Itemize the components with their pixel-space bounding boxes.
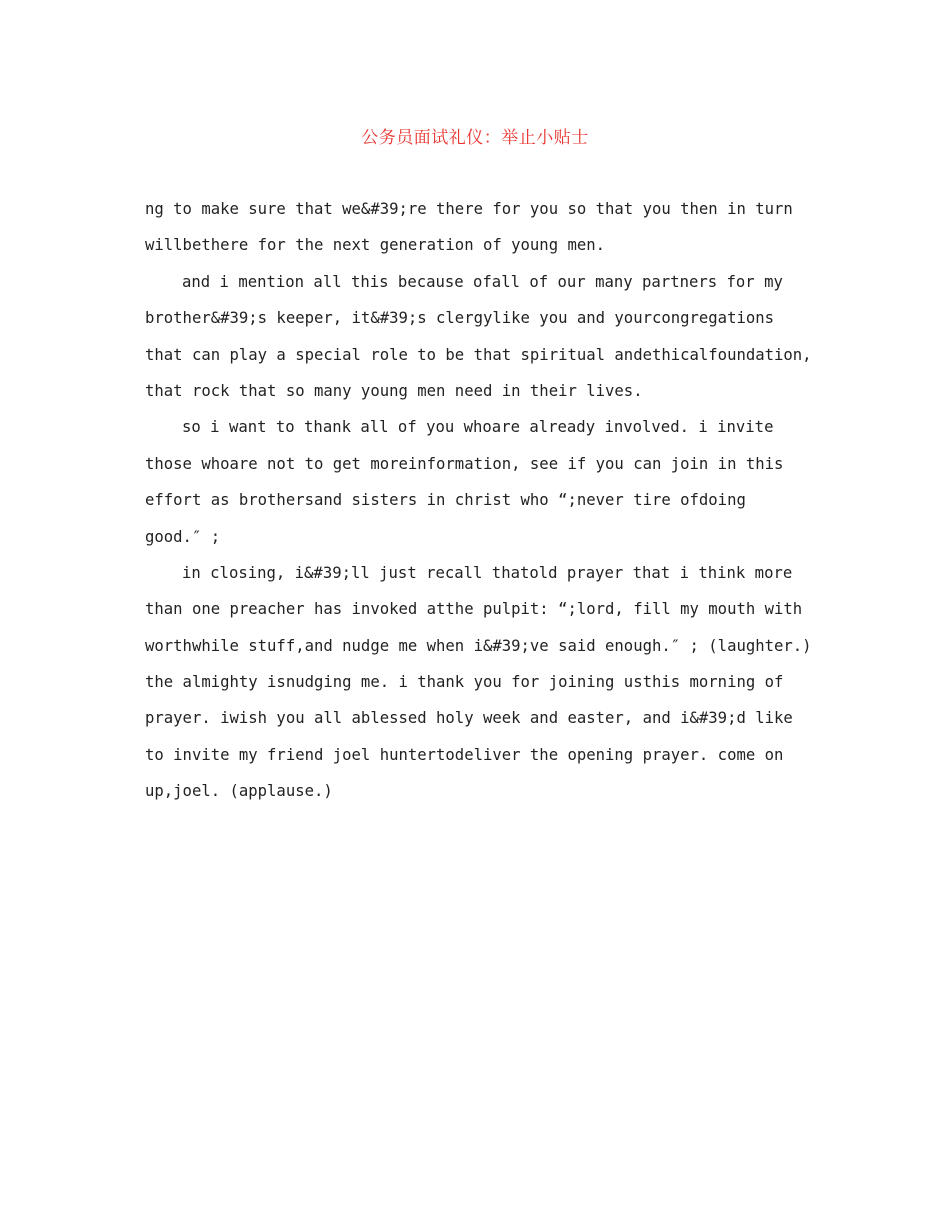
body-line: the almighty isnudging me. i thank you for joining usthis morning of xyxy=(145,673,784,692)
body-line: willbethere for the next generation of young men. xyxy=(145,236,606,255)
body-line: than one preacher has invoked atthe pulpit: “;lord, fill my mouth with xyxy=(145,600,803,619)
body-line: to invite my friend joel huntertodeliver the opening prayer. come on xyxy=(145,745,784,764)
body-line: that rock that so many young men need in their lives. xyxy=(145,381,643,400)
body-line: that can play a special role to be that spiritual andethicalfoundation, xyxy=(145,345,812,364)
body-line: effort as brothersand sisters in christ who “;never tire ofdoing xyxy=(145,491,746,510)
body-line: worthwhile stuff,and nudge me when i&#39;ve said enough.″ ; (laughter.) xyxy=(145,636,812,655)
body-line: brother&#39;s keeper, it&#39;s clergylike you and yourcongregations xyxy=(145,309,775,328)
body-line: ng to make sure that we&#39;re there for you so that you then in turn xyxy=(145,200,793,218)
document-body xyxy=(145,191,815,810)
body-line: so i want to thank all of you whoare already involved. i invite xyxy=(182,418,774,437)
body-line: prayer. iwish you all ablessed holy week and easter, and i&#39;d like xyxy=(145,709,793,728)
document-title: 公务员面试礼仪：举止小贴士 xyxy=(361,128,589,148)
body-line: up,joel. (applause.) xyxy=(145,782,333,801)
body-line: in closing, i&#39;ll just recall thatold prayer that i think more xyxy=(182,563,793,582)
body-line: good.″ ; xyxy=(145,527,221,546)
body-line: and i mention all this because ofall of our many partners for my xyxy=(182,272,783,291)
body-line: those whoare not to get moreinformation, see if you can join in this xyxy=(145,454,784,473)
